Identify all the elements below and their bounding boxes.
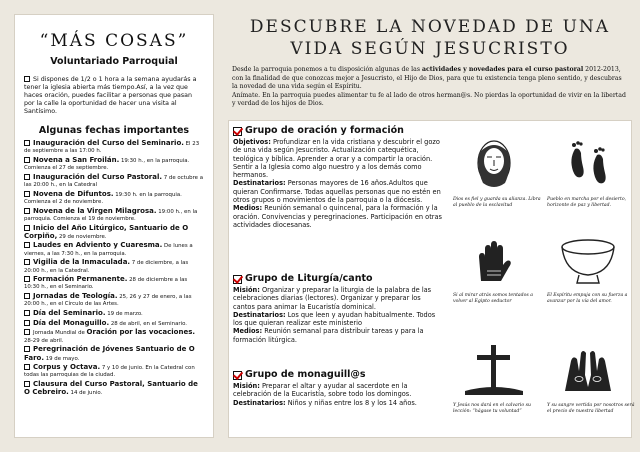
group-destinatarios: Destinatarios: Personas mayores de 16 años.Adultos que quieran Confirmarse. Todas aquellas personas que no estén en otros grupos o movimientos de la parroquia o la diócesis. xyxy=(233,179,441,205)
event-item: Laudes en Adviento y Cuaresma. De lunes a viernes, a las 7:30 h., en la parroquia. xyxy=(24,241,193,257)
caption-2: Pueblo en marcha por el desierto, horizonte de paz y libertad. xyxy=(547,197,627,208)
checkbox-icon xyxy=(24,76,30,82)
group-objetivos: Objetivos: Profundizar en la vida cristiana y descubrir el gozo de una vida según Jesucristo. Actualización catequética, teológica y bíblica. Aprender a orar y a compartir la oración. Sentir a la Iglesia como algo nuestro y a los demás como hermanos. xyxy=(233,138,440,180)
jesus-face-illustration xyxy=(451,135,537,191)
groups-panel xyxy=(228,120,635,438)
checkbox-icon xyxy=(24,381,30,387)
event-item: Jornada Mundial de Oración por las vocaciones. 28-29 de abril. xyxy=(24,328,196,344)
events-list xyxy=(24,140,204,398)
event-item: Día del Seminario. 19 de marzo. xyxy=(24,310,204,318)
checkbox-icon xyxy=(24,329,30,335)
volunteer-text: Si dispones de 1/2 o 1 hora a la semana ayudarás a tener la iglesia abierta más tiempo.Así, a la vez que haces oración, puedes facilitar a personas que pasan por la calle la oportunidad de hacer una visita al Santísimo. xyxy=(24,76,197,115)
caption-5: Y Jesús nos dará en el calvario su lección: “hágase tu voluntad” xyxy=(453,403,531,414)
group-mision: Misión: Preparar el altar y ayudar al sacerdote en la celebración de la Eucaristía, sobre todo los domingos. xyxy=(233,382,412,399)
checkbox-icon xyxy=(24,276,30,282)
group-title: Grupo de monaguill@s xyxy=(245,369,366,381)
group-medios: Medios: Reunión semanal o quincenal, para la formación y la oración. Convivencias y peregrinaciones. Participación en otras actividades diocesanas. xyxy=(233,204,442,229)
left-column xyxy=(14,14,214,438)
event-item: Día del Monaguillo. 28 de abril, en el Seminario. xyxy=(24,320,204,328)
title-line-2: VIDA SEGÚN JESUCRISTO xyxy=(290,39,570,59)
bowl-illustration xyxy=(545,231,631,287)
checkbox-icon xyxy=(24,293,30,299)
caption-1: Dios es fiel y guarda su alianza. Libra al pueblo de la esclavitud xyxy=(453,197,541,208)
checkbox-icon xyxy=(24,157,30,163)
caption-3: Si al mirar atrás somos tentados a volver al Egipto seductor xyxy=(453,293,533,304)
left-title: “MÁS COSAS” xyxy=(39,31,189,51)
checkbox-icon xyxy=(24,174,30,180)
group-destinatarios: Destinatarios: Los que leen y ayudan habitualmente. Todos los que quieran realizar este ministerio xyxy=(233,310,436,328)
checkbox-icon xyxy=(24,225,30,231)
event-item: Corpus y Octava. 7 y 10 de junio. En la Catedral con todas las parroquias de la ciudad. xyxy=(24,363,195,379)
event-item: Novena a San Froilán. 19:30 h., en la parroquia. Comienza el 27 de septiembre. xyxy=(24,155,190,172)
checkbox-icon xyxy=(24,242,30,248)
title-line-1: DESCUBRE LA NOVEDAD DE UNA xyxy=(249,17,611,37)
intro-paragraph-2: Anímate. En la parroquia puedes alimentar tu fe al lado de otros herman@s. No pierdas la oportunidad de vivir en la libertad y verdad de los hijos de Dios. xyxy=(232,91,626,108)
event-item: Novena de la Virgen Milagrosa. 19:00 h., en la parroquia. Comienza el 19 de noviembre. xyxy=(24,206,198,222)
checkmark-icon xyxy=(233,127,242,136)
checkbox-icon xyxy=(24,191,30,197)
cross-illustration xyxy=(451,341,537,397)
intro-paragraph-1: Desde la parroquia ponemos a tu disposición algunas de las actividades y novedades para el curso pastoral 2012-2013, con la finalidad de que conozcas mejor a Jesucristo, el Hijo de Dios, para que tu existencia tenga pleno sentido, y descubras la novedad de una vida según el Espíritu. xyxy=(232,66,622,91)
checkmark-icon xyxy=(233,275,242,284)
footprints-illustration xyxy=(545,135,631,191)
page-title xyxy=(232,16,628,60)
event-item: Clausura del Curso Pastoral, Santuario de O Cebreiro. 14 de junio. xyxy=(24,380,198,397)
event-item: Formación Permanente. 28 de diciembre a las 10:30 h., en el Seminario. xyxy=(24,275,188,291)
event-item: Novena de Difuntos. 19:30 h. en la parroquia. Comienza el 2 de noviembre. xyxy=(24,189,182,205)
chained-hands-illustration xyxy=(545,341,631,397)
checkbox-icon xyxy=(24,364,30,370)
group-liturgia xyxy=(233,275,443,344)
event-item: Jornadas de Teología. 25, 26 y 27 de enero, a las 20:00 h., en el Círculo de las Artes. xyxy=(24,292,192,308)
intro-text xyxy=(232,66,628,109)
dates-heading: Algunas fechas importantes xyxy=(38,125,190,136)
event-item: Inauguración del Curso del Seminario. El 23 de septiembre a las 17:00 h. xyxy=(24,139,200,155)
event-item: Peregrinación de Jóvenes Santuario de O Faro. 19 de mayo. xyxy=(24,345,195,362)
group-monaguillos xyxy=(233,371,443,407)
checkbox-icon xyxy=(24,259,30,265)
event-item: Vigilia de la Inmaculada. 7 de diciembre, a las 20:00 h., en la Catedral. xyxy=(24,258,189,274)
hand-illustration xyxy=(451,231,537,287)
checkbox-icon xyxy=(24,208,30,214)
checkbox-icon xyxy=(24,320,30,326)
caption-4: El Espíritu empuja con su fuerza a avanzar por la vía del amor. xyxy=(547,293,628,304)
group-medios: Medios: Reunión semanal para distribuir tareas y para la formación litúrgica. xyxy=(233,327,424,344)
group-title: Grupo de Liturgía/canto xyxy=(245,273,373,285)
checkbox-icon xyxy=(24,346,30,352)
checkmark-icon xyxy=(233,371,242,380)
group-mision: Misión: Organizar y preparar la liturgia de la palabra de las celebraciones diarias (lectores). Organizar y preparar los cantos para animar la Eucaristía dominical. xyxy=(233,286,432,311)
checkbox-icon xyxy=(24,310,30,316)
checkbox-icon xyxy=(24,140,30,146)
group-oracion xyxy=(233,127,443,229)
event-item: Inicio del Año Litúrgico, Santuario de O Corpiño, 29 de noviembre. xyxy=(24,223,189,240)
group-title: Grupo de oración y formación xyxy=(245,125,404,137)
event-item: Inauguración del Curso Pastoral. 7 de octubre a las 20:00 h., en la Catedral xyxy=(24,172,204,189)
group-destinatarios: Destinatarios: Niños y niñas entre los 8 y los 14 años. xyxy=(233,398,417,407)
volunteer-heading: Voluntariado Parroquial xyxy=(50,56,178,67)
caption-6: Y su sangre vertida por nosotros será el precio de nuestra libertad xyxy=(547,403,635,414)
